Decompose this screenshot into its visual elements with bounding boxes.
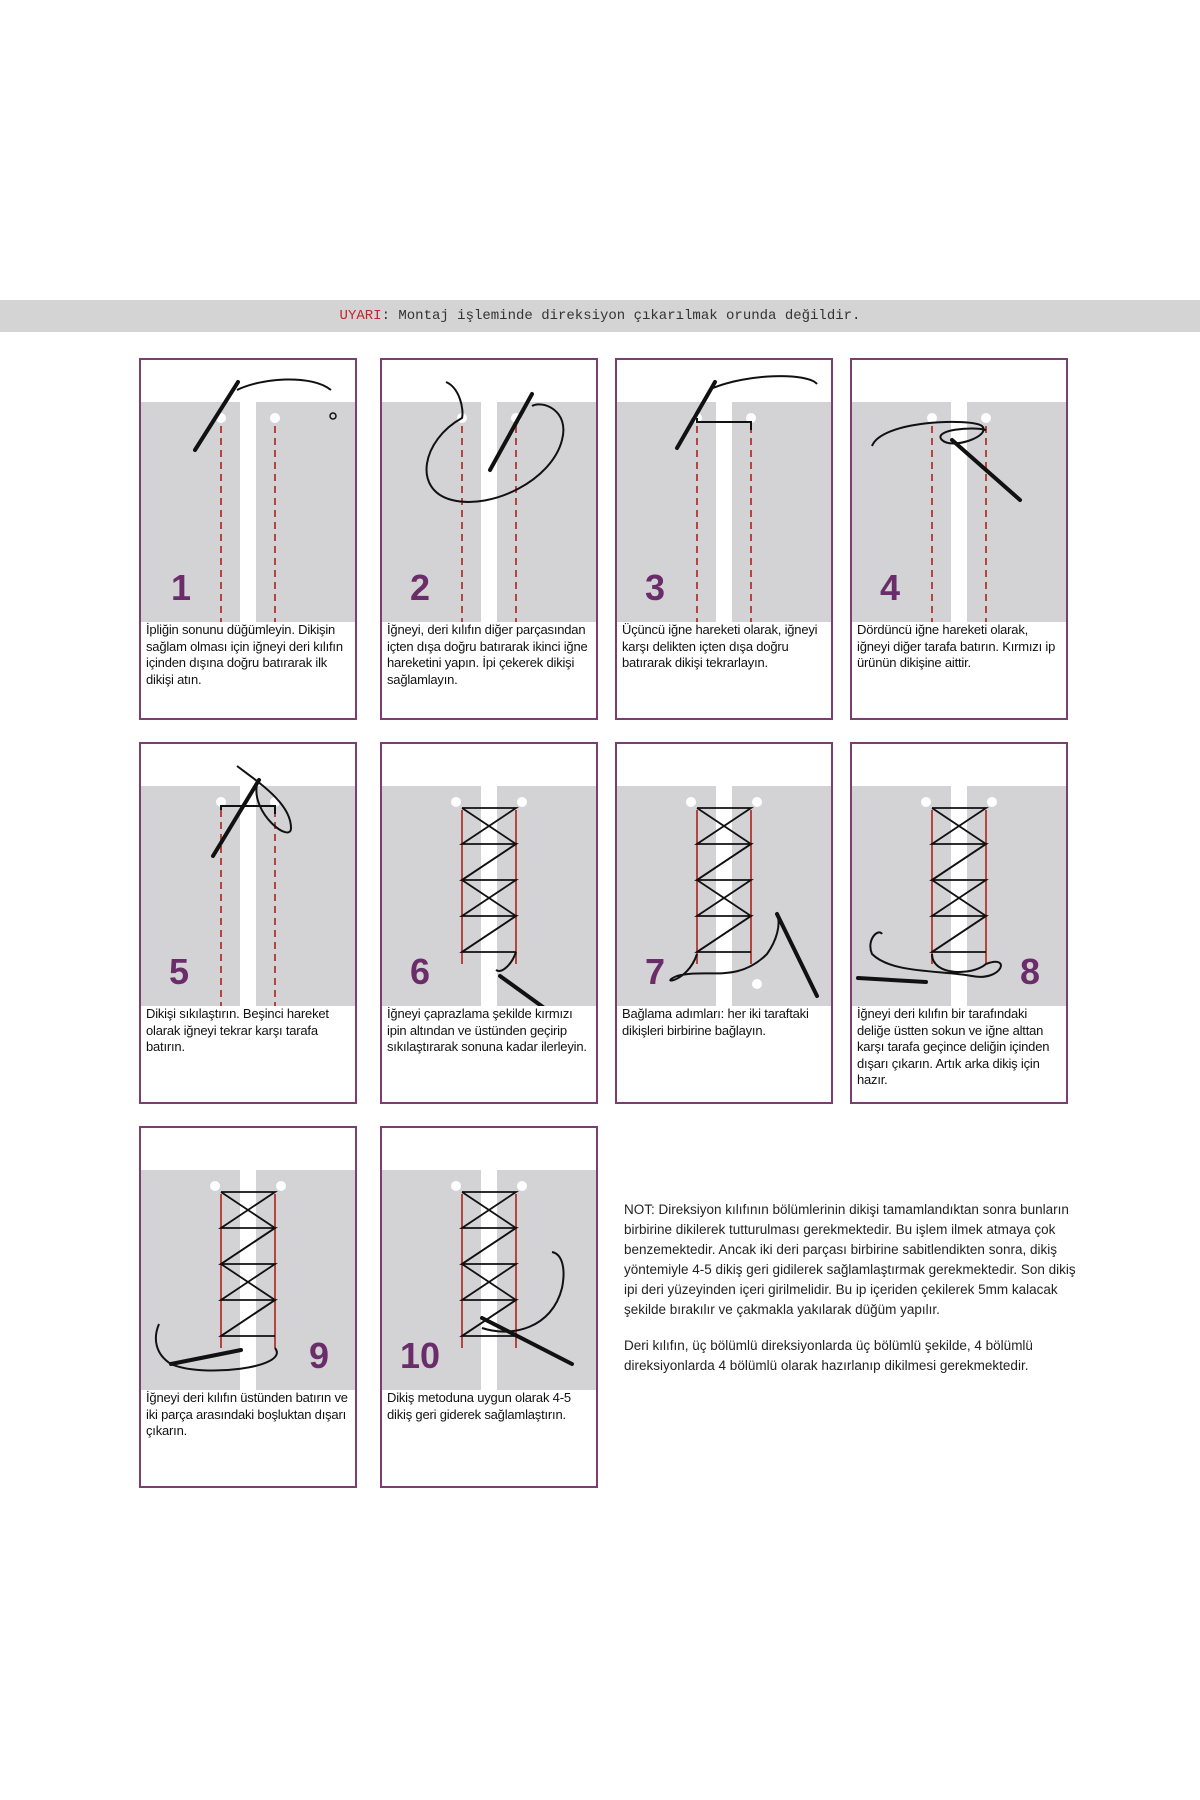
step-3-illustration xyxy=(617,360,831,622)
step-number: 10 xyxy=(400,1335,441,1376)
step-caption: Üçüncü iğne hareketi olarak, iğneyi karşı delikten içten dışa doğru batırarak dikişi tekrarlayın. xyxy=(622,622,818,670)
leather-panel-left xyxy=(617,402,716,622)
step-2-illustration xyxy=(382,360,596,622)
step-number: 8 xyxy=(1020,951,1041,992)
step-caption: İğneyi deri kılıfın üstünden batırın ve iki parça arasındaki boşluktan dışarı çıkarın. xyxy=(146,1390,348,1438)
step-number: 5 xyxy=(169,951,190,992)
step-caption: Dikişi sıkılaştırın. Beşinci hareket olarak iğneyi tekrar karşı tarafa batırın. xyxy=(146,1006,329,1054)
thread xyxy=(237,379,331,390)
step-8-illustration xyxy=(852,744,1066,1006)
note-section xyxy=(624,1200,1084,1392)
leather-panel-right xyxy=(967,786,1066,1006)
leather-panel-right xyxy=(497,786,596,1006)
leather-panel-right xyxy=(256,1170,355,1390)
leather-panel-right xyxy=(732,786,831,1006)
stitch-hole xyxy=(451,1181,461,1191)
step-card-6 xyxy=(380,742,598,1104)
leather-panel-right xyxy=(256,402,355,622)
step-card-2 xyxy=(380,358,598,720)
step-card-10 xyxy=(380,1126,598,1488)
step-9-illustration xyxy=(141,1128,355,1390)
step-caption: Dördüncü iğne hareketi olarak, iğneyi diğer tarafa batırın. Kırmızı ip ürünün dikişine aittir. xyxy=(857,622,1056,670)
step-number: 3 xyxy=(645,567,666,608)
step-card-7 xyxy=(615,742,833,1104)
step-caption: İğneyi, deri kılıfın diğer parçasından içten dışa doğru batırarak ikinci iğne hareketini yapın. İpi çekerek dikişi sağlamlayın. xyxy=(387,622,588,687)
stitch-hole xyxy=(270,413,280,423)
leather-panel-left xyxy=(141,786,240,1006)
leather-panel-left xyxy=(382,402,481,622)
warning-text: : Montaj işleminde direksiyon çıkarılmak orunda değildir. xyxy=(381,308,861,324)
stitch-hole xyxy=(276,1181,286,1191)
step-caption: İğneyi çaprazlama şekilde kırmızı ipin altından ve üstünden geçirip sıkılaştırarak sonuna kadar ilerleyin. xyxy=(387,1006,587,1054)
note-paragraph: Deri kılıfın, üç bölümlü direksiyonlarda üç bölümlü şekilde, 4 bölümlü direksiyonlarda 4 bölümlü olarak hazırlanıp dikilmesi gerekmektedir. xyxy=(624,1338,1033,1373)
step-caption: İpliğin sonunu düğümleyin. Dikişin sağlam olması için iğneyi deri kılıfın içinden dışına doğru batırarak ilk dikişi atın. xyxy=(146,622,343,687)
step-10-illustration xyxy=(382,1128,596,1390)
step-4-illustration xyxy=(852,360,1066,622)
stitch-hole xyxy=(451,797,461,807)
step-6-illustration xyxy=(382,744,596,1006)
leather-panel-right xyxy=(732,402,831,622)
leather-panel-left xyxy=(852,786,951,1006)
step-1-illustration xyxy=(141,360,355,622)
leather-panel-left xyxy=(382,786,481,1006)
step-card-4 xyxy=(850,358,1068,720)
stitch-hole xyxy=(686,797,696,807)
step-card-3 xyxy=(615,358,833,720)
warning-label: UYARI xyxy=(339,308,382,324)
stitch-hole xyxy=(987,797,997,807)
leather-panel-left xyxy=(852,402,951,622)
stitch-hole xyxy=(752,797,762,807)
stitch-hole xyxy=(210,1181,220,1191)
stitch-hole xyxy=(921,797,931,807)
thread xyxy=(713,376,817,388)
step-card-9 xyxy=(139,1126,357,1488)
step-7-illustration xyxy=(617,744,831,1006)
step-number: 7 xyxy=(645,951,666,992)
stitch-hole xyxy=(752,979,762,989)
leather-panel-right xyxy=(497,1170,596,1390)
step-5-illustration xyxy=(141,744,355,1006)
step-number: 4 xyxy=(880,567,901,608)
step-caption: Dikiş metoduna uygun olarak 4-5 dikiş geri giderek sağlamlaştırın. xyxy=(387,1390,571,1422)
step-number: 9 xyxy=(309,1335,330,1376)
leather-panel-right xyxy=(497,402,596,622)
step-number: 6 xyxy=(410,951,431,992)
step-number: 2 xyxy=(410,567,431,608)
step-caption: Bağlama adımları: her iki taraftaki dikişleri birbirine bağlayın. xyxy=(622,1006,809,1038)
leather-panel-left xyxy=(141,1170,240,1390)
step-card-1 xyxy=(139,358,357,720)
warning-banner xyxy=(0,300,1200,332)
stitch-hole xyxy=(517,1181,527,1191)
stitch-hole xyxy=(981,413,991,423)
stitch-hole xyxy=(517,797,527,807)
leather-panel-right xyxy=(256,786,355,1006)
step-number: 1 xyxy=(171,567,192,608)
step-card-5 xyxy=(139,742,357,1104)
leather-panel-right xyxy=(967,402,1066,622)
step-caption: İğneyi deri kılıfın bir tarafındaki deliğe üstten sokun ve iğne alttan karşı tarafa geçince deliğin içinden dışarı çıkarın. Artık arka dikiş için hazır. xyxy=(857,1006,1050,1087)
note-paragraph: NOT: Direksiyon kılıfının bölümlerinin dikişi tamamlandıktan sonra bunların birbirine dikilerek tutturulması gerekmektedir. Bu işlem ilmek atmaya çok benzemektedir. Ancak iki deri parçası birbirine sabitlendikten sonra, dikiş yöntemiyle 4-5 dikiş geri gidilerek sağlamlaştırmak gerekmektedir. Son dikiş ipi deri yüzeyinden içeri girilmelidir. Bu ip içeriden çekilerek 5mm kalacak şekilde bırakılır ve çakmakla yakılarak düğüm yapılır. xyxy=(624,1202,1076,1317)
step-card-8 xyxy=(850,742,1068,1104)
